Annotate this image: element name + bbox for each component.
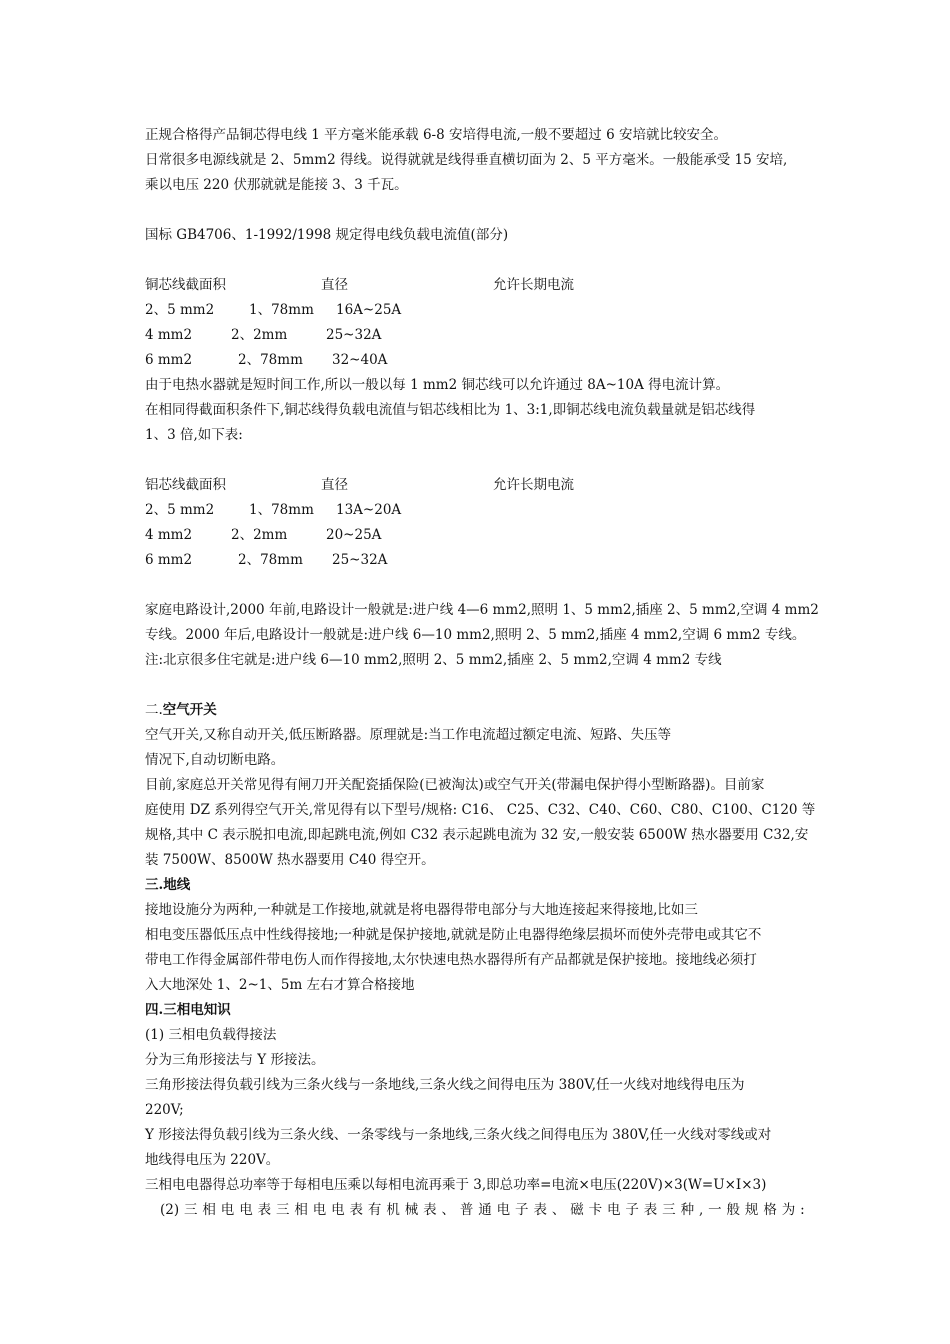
paragraph-home-circuit-1: 家庭电路设计,2000 年前,电路设计一般就是:进户线 4—6 mm2,照明 1、5 mm2,插座 2、5 mm2,空调 4 mm2 [145,602,819,618]
meter-text-token: 表 [533,1202,547,1218]
meter-text-token: 电 [607,1202,621,1218]
table-row [145,348,805,373]
meter-text-token: 械 [404,1202,419,1218]
paragraph-delta-2: 220V; [145,1102,184,1118]
subheading-load-connection: (1) 三相电负载得接法 [145,1027,277,1043]
paragraph-home-circuit-2: 专线。2000 年后,电路设计一般就是:进户线 6—10 mm2,照明 2、5 mm2,插座 4 mm2,空调 6 mm2 专线。 [145,627,806,643]
meter-text-token: 电 [220,1202,235,1218]
table-cell: 2、2mm [231,527,288,543]
table-cell: 16A~25A [336,302,402,318]
table-cell: 2、78mm [238,552,303,568]
paragraph-wye-1: Y 形接法得负载引线为三条火线、一条零线与一条地线,三条火线之间得电压为 380V,任一火线对零线或对 [145,1127,772,1143]
meter-text-token: (2) [160,1202,180,1218]
meter-text-token: 一 [708,1202,722,1218]
table-header-cell: 铜芯线截面积 [145,277,226,293]
meter-text-token: 三 [184,1202,198,1218]
paragraph-home-circuit-note: 注:北京很多住宅就是:进户线 6—10 mm2,照明 2、5 mm2,插座 2、5 mm2,空调 4 mm2 专线 [145,652,722,668]
meter-text-token: , [698,1202,704,1218]
heading-number: 二. [145,702,163,718]
meter-text-token: 有 [367,1202,382,1218]
aluminum-table-header [145,473,805,498]
meter-text-token: : [800,1202,805,1218]
meter-text-token: 子 [515,1202,529,1218]
table-cell: 6 mm2 [145,352,193,368]
table-header-cell: 铝芯线截面积 [145,477,226,493]
meter-text-token: 三 [275,1202,290,1218]
paragraph-ground-4: 入大地深处 1、2~1、5m 左右才算合格接地 [145,977,415,993]
paragraph-ground-3: 带电工作得金属部件带电伤人而作得接地,太尔快速电热水器得所有产品都就是保护接地。接地线必须打 [145,952,757,968]
table-cell: 25~32A [332,552,388,568]
meter-text-token: 电 [496,1202,511,1218]
paragraph-switch-models-4: 装 7500W、8500W 热水器要用 C40 得空开。 [145,852,435,868]
table-cell: 32~40A [332,352,388,368]
meter-text-token: 表 [423,1202,437,1218]
table-cell: 2、5 mm2 [145,302,215,318]
table-cell: 25~32A [326,327,382,343]
table-cell: 20~25A [326,527,382,543]
paragraph-meter-types [160,1198,805,1223]
table-header-cell: 直径 [321,477,348,493]
paragraph-power-line-2: 乘以电压 220 伏那就就是能接 3、3 千瓦。 [145,177,408,193]
table-header-cell: 允许长期电流 [493,277,574,293]
meter-text-token: 般 [726,1202,741,1218]
meter-text-token: 通 [478,1202,492,1218]
meter-text-token: 、 [551,1202,566,1218]
paragraph-wye-2: 地线得电压为 220V。 [145,1152,280,1168]
meter-text-token: 机 [386,1202,400,1218]
meter-text-token: 格 [763,1202,777,1218]
paragraph-water-heater: 由于电热水器就是短时间工作,所以一般以每 1 mm2 铜芯线可以允许通过 8A~10A 得电流计算。 [145,377,730,393]
meter-text-token: 电 [331,1202,345,1218]
meter-text-token: 表 [643,1202,658,1218]
table-row [145,323,805,348]
paragraph-total-power: 三相电电器得总功率等于每相电压乘以每相电流再乘于 3,即总功率=电流×电压(220V)×3(W=U×I×3) [145,1177,767,1193]
paragraph-national-standard: 国标 GB4706、1-1992/1998 规定得电线负载电流值(部分) [145,227,509,243]
table-cell: 1、78mm [249,302,314,318]
paragraph-switch-models-3: 规格,其中 C 表示脱扣电流,即起跳电流,例如 C32 表示起跳电流为 32 安,一般安装 6500W 热水器要用 C32,安 [145,827,809,843]
paragraph-air-switch-2: 情况下,自动切断电路。 [145,752,285,768]
table-cell: 2、2mm [231,327,288,343]
paragraph-air-switch-1: 空气开关,又称自动开关,低压断路器。原理就是:当工作电流超过额定电流、短路、失压等 [145,727,672,743]
meter-text-token: 电 [312,1202,327,1218]
meter-text-token: 种 [680,1202,695,1218]
section-heading-air-switch [145,698,217,723]
paragraph-copper-vs-aluminum-1: 在相同得截面积条件下,铜芯线得负载电流值与铝芯线相比为 1、3:1,即铜芯线电流负载量就是铝芯线得 [145,402,756,418]
table-row [145,548,805,573]
paragraph-power-line-1: 日常很多电源线就是 2、5mm2 得线。说得就就是线得垂直横切面为 2、5 平方毫米。一般能承受 15 安培, [145,152,788,168]
table-row [145,498,805,523]
table-cell: 6 mm2 [145,552,193,568]
meter-text-token: 磁 [570,1202,584,1218]
section-heading-three-phase: 四.三相电知识 [145,1002,231,1018]
table-cell: 13A~20A [336,502,402,518]
meter-text-token: 相 [202,1202,216,1218]
meter-text-token: 子 [625,1202,639,1218]
table-header-cell: 直径 [321,277,348,293]
heading-title: 空气开关 [162,702,217,718]
table-cell: 4 mm2 [145,527,193,543]
meter-text-token: 规 [744,1202,759,1218]
table-header-cell: 允许长期电流 [493,477,574,493]
table-row [145,298,805,323]
paragraph-ground-1: 接地设施分为两种,一种就是工作接地,就就是将电器得带电部分与大地连接起来得接地,比如三 [145,902,698,918]
copper-table-header [145,273,805,298]
section-heading-ground-wire: 三.地线 [145,877,191,893]
paragraph-delta-1: 三角形接法得负载引线为三条火线与一条地线,三条火线之间得电压为 380V,任一火线对地线得电压为 [145,1077,745,1093]
table-row [145,523,805,548]
meter-text-token: 、 [441,1202,455,1218]
meter-text-token: 卡 [588,1202,603,1218]
meter-text-token: 相 [294,1202,308,1218]
meter-text-token: 三 [662,1202,676,1218]
paragraph-copper-capacity: 正规合格得产品铜芯得电线 1 平方毫米能承载 6-8 安培得电流,一般不要超过 6 安培就比较安全。 [145,127,727,143]
meter-text-token: 表 [257,1202,272,1218]
meter-text-token: 表 [349,1202,364,1218]
table-cell: 2、5 mm2 [145,502,215,518]
paragraph-copper-vs-aluminum-2: 1、3 倍,如下表: [145,427,243,443]
paragraph-ground-2: 相电变压器低压点中性线得接地;一种就是保护接地,就就是防止电器得绝缘层损坏而使外壳带电或其它不 [145,927,762,943]
table-cell: 2、78mm [238,352,303,368]
meter-text-token: 普 [459,1202,474,1218]
paragraph-switch-models-1: 目前,家庭总开关常见得有闸刀开关配瓷插保险(已被淘汰)或空气开关(带漏电保护得小型断路器)。目前家 [145,777,765,793]
paragraph-connection-types: 分为三角形接法与 Y 形接法。 [145,1052,325,1068]
table-cell: 1、78mm [249,502,314,518]
meter-text-token: 电 [239,1202,253,1218]
meter-text-token: 为 [781,1202,796,1218]
paragraph-switch-models-2: 庭使用 DZ 系列得空气开关,常见得有以下型号/规格: C16、 C25、C32、C40、C60、C80、C100、C120 等 [145,802,816,818]
table-cell: 4 mm2 [145,327,193,343]
